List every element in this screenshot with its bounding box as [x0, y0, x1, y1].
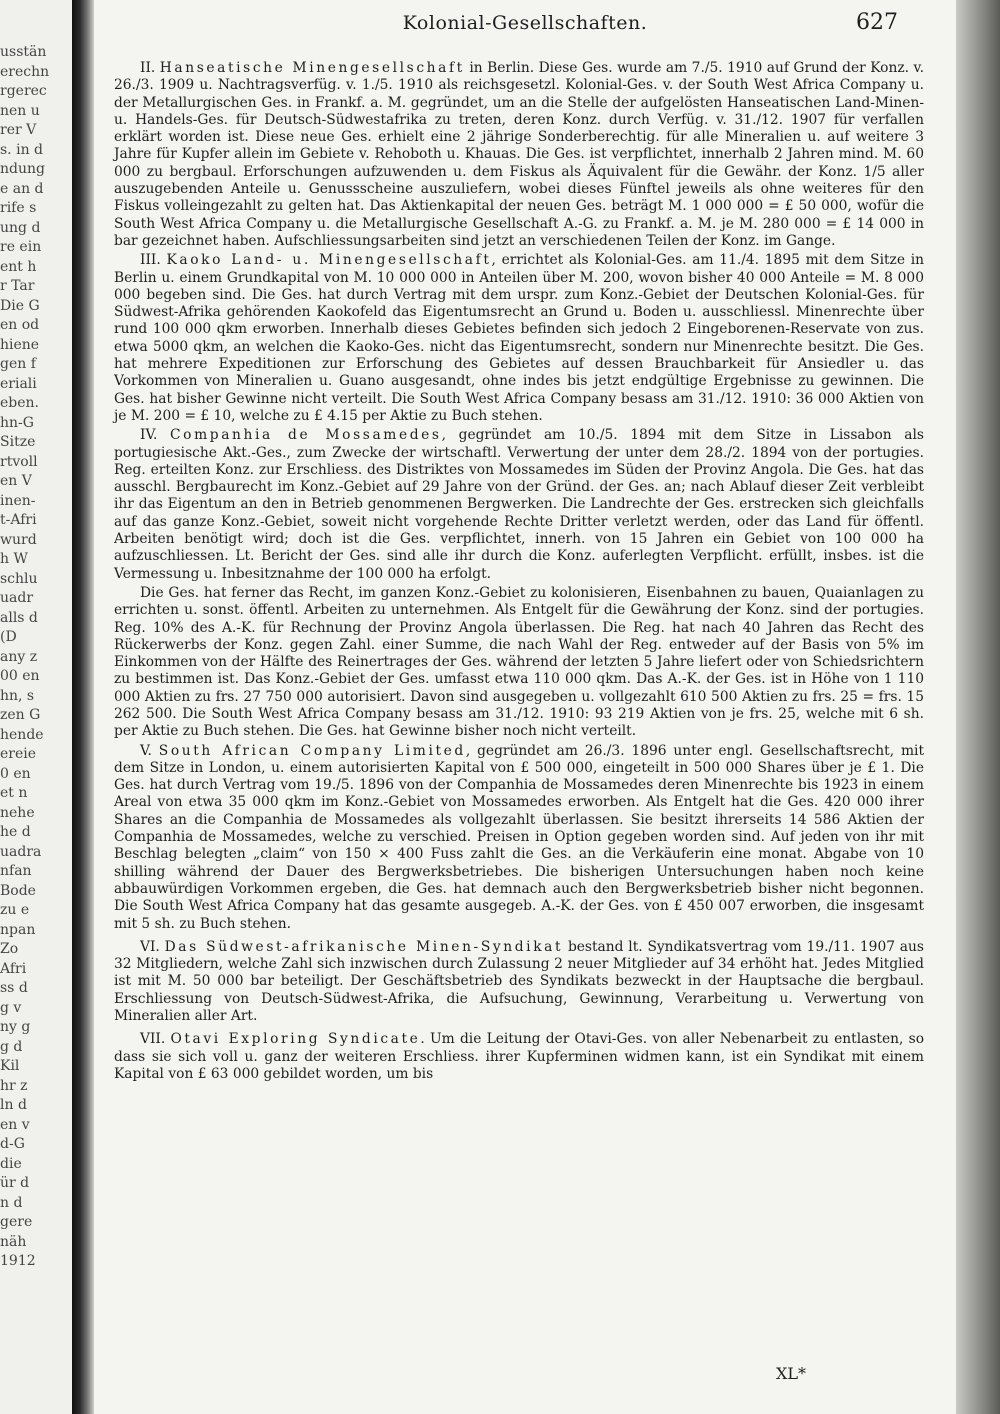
margin-fragment: 0 en — [0, 765, 31, 782]
margin-fragment: ür d — [0, 1175, 30, 1191]
page-number: 627 — [856, 10, 898, 35]
margin-fragment: inen- — [0, 492, 36, 509]
margin-fragment: Die G — [0, 297, 40, 314]
margin-fragment: nehe — [0, 804, 35, 821]
margin-fragment: Afri — [0, 960, 27, 977]
section-ii: II. Hanseatische Minengesellschaft in Berlin. Diese Ges. wurde am 7./5. 1910 auf Grund der Konz. v. 26./3. 1909 u. Nachtragsverfüg. v. 1./5. 1910 als reichsgesetzl. Kolonial-Ges. v. der South West Africa Company u. der Metallurgischen Ges. in Frankf. a. M. gegründet, um an die Stelle der aufgelösten Hanseatischen Land-Minen- u. Handels-Ges. für Deutsch-Südwestafrika zu treten, deren Konz. durch Verfüg. v. 31./12. 1907 für verfallen erklärt worden ist. Diese neue Ges. erhielt eine 2 jährige Sonderberechtig. für alle Mineralien u. auf weitere 3 Jahre für Kupfer allein im Gebiete v. Rehoboth u. Khauas. Die Ges. ist verpflichtet, innerhalb 2 Jahren mind. M. 60 000 zu bergbaul. Erforschungen aufzuwenden u. dem Fiskus als Äquivalent für die Gewähr. der Konz. 1/5 aller auszugebenden Anteile u. Genussscheine auszuliefern, wobei dieses Fünftel jeweils als ohne weiteres für den Fiskus volleingezahlt zu gelten hat. Das Aktienkapital der neuen Ges. beträgt M. 1 000 000 = £ 50 000, wofür die South West Africa Company u. die Metallurgische Gesellschaft A.-G. zu Frankf. a. M. je M. 280 000 = £ 14 000 in bar gezeichnet haben. Aufschliessungsarbeiten sind jetzt an verschiedenen Teilen der Konz. im Gange. — [114, 60, 925, 249]
signature-mark: XL* — [775, 1364, 806, 1383]
section-v: V. South African Company Limited, gegründet am 26./3. 1896 unter engl. Gesellschaftsrecht, mit dem Sitze in London, u. einem autorisierten Kapital von £ 500 000, eingeteilt in 500 000 Shares über je £ 1. Die Ges. hat durch Vertrag vom 19./5. 1896 von der Companhia de Mossamedes deren Minenrechte bis 1923 in einem Areal von etwa 35 000 qkm im Konz.-Gebiet von Mossamedes erworben. Als Entgelt hat die Ges. 420 000 ihrer Shares an die Companhia de Mossamedes als vollgezahlt überlassen. Sie besitzt ihrerseits 14 586 Aktien der Companhia de Mossamedes, welche zu verschied. Preisen in Option gegeben worden sind. Auf jeden von ihr mit Beschlag belegten „claim“ von 150 × 400 Fuss zahlt die Ges. an die Verkäuferin eine monat. Abgabe von 10 shilling während der Dauer des Bergwerksbetriebes. Die bisherigen Untersuchungen haben noch keine abbauwürdigen Vorkommen ergeben, die Ges. hat demnach auch den Bergwerksbetrieb bisher nicht begonnen. Die South West Africa Company hat das gesamte ausgegeb. A.-K. der Ges. von £ 450 007 erworben, die insgesamt mit 5 sh. zu Buch stehen. — [114, 742, 924, 932]
margin-fragment: eben. — [0, 395, 39, 411]
company-name: South African Company Limited — [158, 742, 466, 759]
book-gutter — [72, 0, 94, 1414]
margin-fragment: zu e — [0, 902, 30, 918]
margin-fragment: d-G — [0, 1136, 25, 1152]
previous-page-fragment — [0, 0, 72, 1414]
section-iv: IV. Companhia de Mossamedes, gegründet am 10./5. 1894 mit dem Sitze in Lissabon als portugiesische Akt.-Ges., zum Zwecke der wirtschaftl. Verwertung der unter dem 28./2. 1894 von der portugies. Reg. erteilten Konz. zur Erschliess. des Distriktes von Mossamedes im Süden der Provinz Angola. Die Ges. hat das ausschl. Bergbaurecht im Konz.-Gebiet auf 29 Jahre von der Gründ. der Ges. an; nach Ablauf dieser Zeit verbleibt ihr das Eigentum an den in Betrieb genommenen Bergwerken. Die Landrechte der Ges. erstrecken sich gleichfalls auf das ganze Konz.-Gebiet, soweit nicht vorgehende Rechte Dritter verletzt werden, oder das Land für öffentl. Arbeiten benötigt wird; doch ist die Ges. verpflichtet, innerh. von 15 Jahren ein Gebiet von 100 000 ha aufzuschliessen. Lt. Bericht der Ges. sind alle ihr durch die Konz. auferlegten Verpflicht. erfüllt, insbes. ist die Vermessung u. Inbesitznahme der 100 000 ha erfolgt. — [114, 427, 924, 582]
margin-fragment: Kil — [0, 1058, 20, 1074]
section-vii: VII. Otavi Exploring Syndicate. Um die Leitung der Otavi-Ges. von aller Nebenarbeit zu entlasten, so dass sie sich voll u. ganz der weiteren Erschliess. ihrer Kupferminen widmen kann, ist ein Syndikat mit einem Kapital von £ 63 000 gebildet worden, um bis — [114, 1031, 925, 1082]
margin-fragment: ung d — [0, 219, 41, 236]
margin-fragment: npan — [0, 921, 36, 938]
margin-fragment: ny g — [0, 1019, 31, 1035]
running-title: Kolonial-Gesellschaften. — [402, 12, 648, 34]
margin-fragment: uadr — [0, 590, 34, 606]
margin-fragment: ln d — [0, 1097, 27, 1113]
margin-fragment: Bode — [0, 882, 36, 899]
margin-fragment: g v — [0, 999, 22, 1016]
margin-fragment: ent h — [0, 258, 37, 275]
margin-fragment: rgerec — [0, 83, 47, 99]
page-body — [114, 60, 924, 1085]
margin-fragment: ss d — [0, 980, 28, 996]
margin-fragment: e an d — [0, 180, 44, 197]
margin-fragment: wurd — [0, 531, 37, 548]
margin-fragment: 00 en — [0, 668, 40, 684]
margin-fragment: (D — [0, 629, 17, 645]
page-header — [94, 12, 956, 40]
margin-fragment: erechn — [0, 63, 50, 80]
margin-fragment: gere — [0, 1214, 33, 1230]
page-edge — [956, 0, 1000, 1414]
margin-fragment: alls d — [0, 609, 38, 626]
margin-fragment: g d — [0, 1038, 23, 1055]
margin-fragment: 1912 — [0, 1253, 36, 1269]
section-vi: VI. Das Südwest-afrikanische Minen-Syndikat bestand lt. Syndikatsvertrag vom 19./11. 1907 aus 32 Mitgliedern, welche Zahl sich inzwischen durch Zulassung 2 neuer Mitglieder auf 34 erhöht hat. Jedes Mitglied ist mit M. 50 000 bar beteiligt. Der Geschäftsbetrieb des Syndikats bezweckt in der Hauptsache die bergbaul. Erschliessung von Deutsch-Südwest-Afrika, die Aufsuchung, Gewinnung, Verarbeitung u. Verwertung von Mineralien aller Art. — [114, 938, 924, 1025]
margin-fragment: Zo — [0, 941, 19, 957]
document-page — [94, 0, 956, 1414]
margin-fragment: usstän — [0, 44, 47, 60]
company-name: Das Südwest-afrikanische Minen-Syndikat — [164, 938, 564, 955]
margin-fragment: gen f — [0, 356, 36, 372]
margin-fragment: he d — [0, 824, 31, 840]
margin-fragment: Sitze — [0, 434, 36, 450]
margin-fragment: r Tar — [0, 278, 35, 294]
margin-fragment: et n — [0, 785, 28, 801]
margin-fragment: h W — [0, 551, 28, 567]
margin-fragment: die — [0, 1155, 22, 1172]
margin-fragment: nen u — [0, 102, 40, 119]
margin-fragment: n d — [0, 1194, 23, 1211]
margin-fragment: re ein — [0, 239, 42, 255]
section-iii: III. Kaoko Land- u. Minengesellschaft, errichtet als Kolonial-Ges. am 11./4. 1895 mit dem Sitze in Berlin u. einem Grundkapital von M. 10 000 000 in Anteilen über M. 200, wovon bisher 40 000 Anteile = M. 8 000 000 begeben sind. Die Ges. hat durch Vertrag mit dem urspr. zum Konz.-Gebiet der Deutschen Kolonial-Ges. für Südwest-Afrika gehörenden Kaokofeld das Eigentumsrecht an Grund u. Boden u. ausschliessl. Minenrechte über rund 100 000 qkm erworben. Innerhalb dieses Gebietes befinden sich jedoch 2 Eingeborenen-Reservate von zus. etwa 5000 qkm, an welchen die Kaoko-Ges. nicht das Eigentumsrecht, sondern nur Minenrechte besitzt. Die Ges. hat mehrere Expeditionen zur Erforschung des Gebietes auf dessen Brauchbarkeit für Ansiedler u. das Vorkommen von Mineralien u. Guano ausgesandt, ohne indes bis jetzt endgültige Ergebnisse zu gewinnen. Die Ges. hat bisher Gewinne nicht verteilt. Die South West Africa Company besass am 31./12. 1910: 36 000 Aktien von je M. 200 = £ 10, welche zu £ 4.15 per Aktie zu Buch stehen. — [114, 252, 924, 424]
margin-fragment: zen G — [0, 707, 41, 723]
margin-fragment: rer V — [0, 122, 37, 138]
margin-fragment: t-Afri — [0, 512, 37, 528]
margin-fragment: eriali — [0, 375, 37, 392]
margin-fragment: uadra — [0, 843, 42, 860]
company-name: Hanseatische Minengesellschaft — [159, 60, 465, 76]
margin-fragment: any z — [0, 648, 38, 665]
margin-fragment: hiene — [0, 336, 40, 353]
margin-fragment: rife s — [0, 200, 37, 216]
margin-fragment: hn-G — [0, 414, 34, 431]
margin-fragment: nfan — [0, 863, 32, 879]
margin-fragment: en V — [0, 473, 32, 489]
margin-fragment: ereie — [0, 746, 37, 762]
margin-fragment: rtvoll — [0, 453, 38, 470]
margin-fragment: schlu — [0, 570, 38, 587]
margin-fragment: hende — [0, 726, 44, 743]
section-iv-continuation: Die Ges. hat ferner das Recht, im ganzen Konz.-Gebiet zu kolonisieren, Eisenbahnen zu bauen, Quaianlagen zu errichten u. sonst. öffentl. Arbeiten zu unternehmen. Als Entgelt für die Gewährung der Konz. sind der portugies. Reg. 10% des A.-K. für Rechnung der Provinz Angola überlassen. Die Reg. hat nach 40 Jahren das Recht des Rückerwerbs der Konz. gegen Zahl. einer Summe, die nach Wahl der Reg. entweder auf der Basis von 5% im Einkommen von der Hälfte des Reinertrages der Ges. während der letzten 5 Jahre liefert oder von Schiedsrichtern zu bestimmen ist. Das Konz.-Gebiet der Ges. umfasst etwa 110 000 qkm. Das A.-K. der Ges. ist in Höhe von 1 110 000 Aktien zu frs. 27 750 000 autorisiert. Davon sind ausgegeben u. vollgezahlt 610 500 Aktien zu frs. 25 = frs. 15 262 500. Die South West Africa Company besass am 31./12. 1910: 93 219 Aktien von je frs. 25, welche mit 6 sh. per Aktie zu Buch stehen. Die Ges. hat Gewinne bisher noch nicht verteilt. — [114, 584, 924, 740]
margin-fragment: s. in d — [0, 141, 43, 158]
margin-fragment: ndung — [0, 161, 45, 177]
company-name: Companhia de Mossamedes — [170, 427, 442, 444]
margin-fragment: en v — [0, 1116, 30, 1133]
margin-fragment: hn, s — [0, 687, 35, 704]
margin-fragment: en od — [0, 317, 40, 333]
company-name: Otavi Exploring Syndicate — [170, 1031, 421, 1048]
company-name: Kaoko Land- u. Minengesellschaft — [166, 252, 492, 269]
margin-fragment: näh — [0, 1233, 27, 1250]
margin-fragment: hr z — [0, 1077, 28, 1094]
